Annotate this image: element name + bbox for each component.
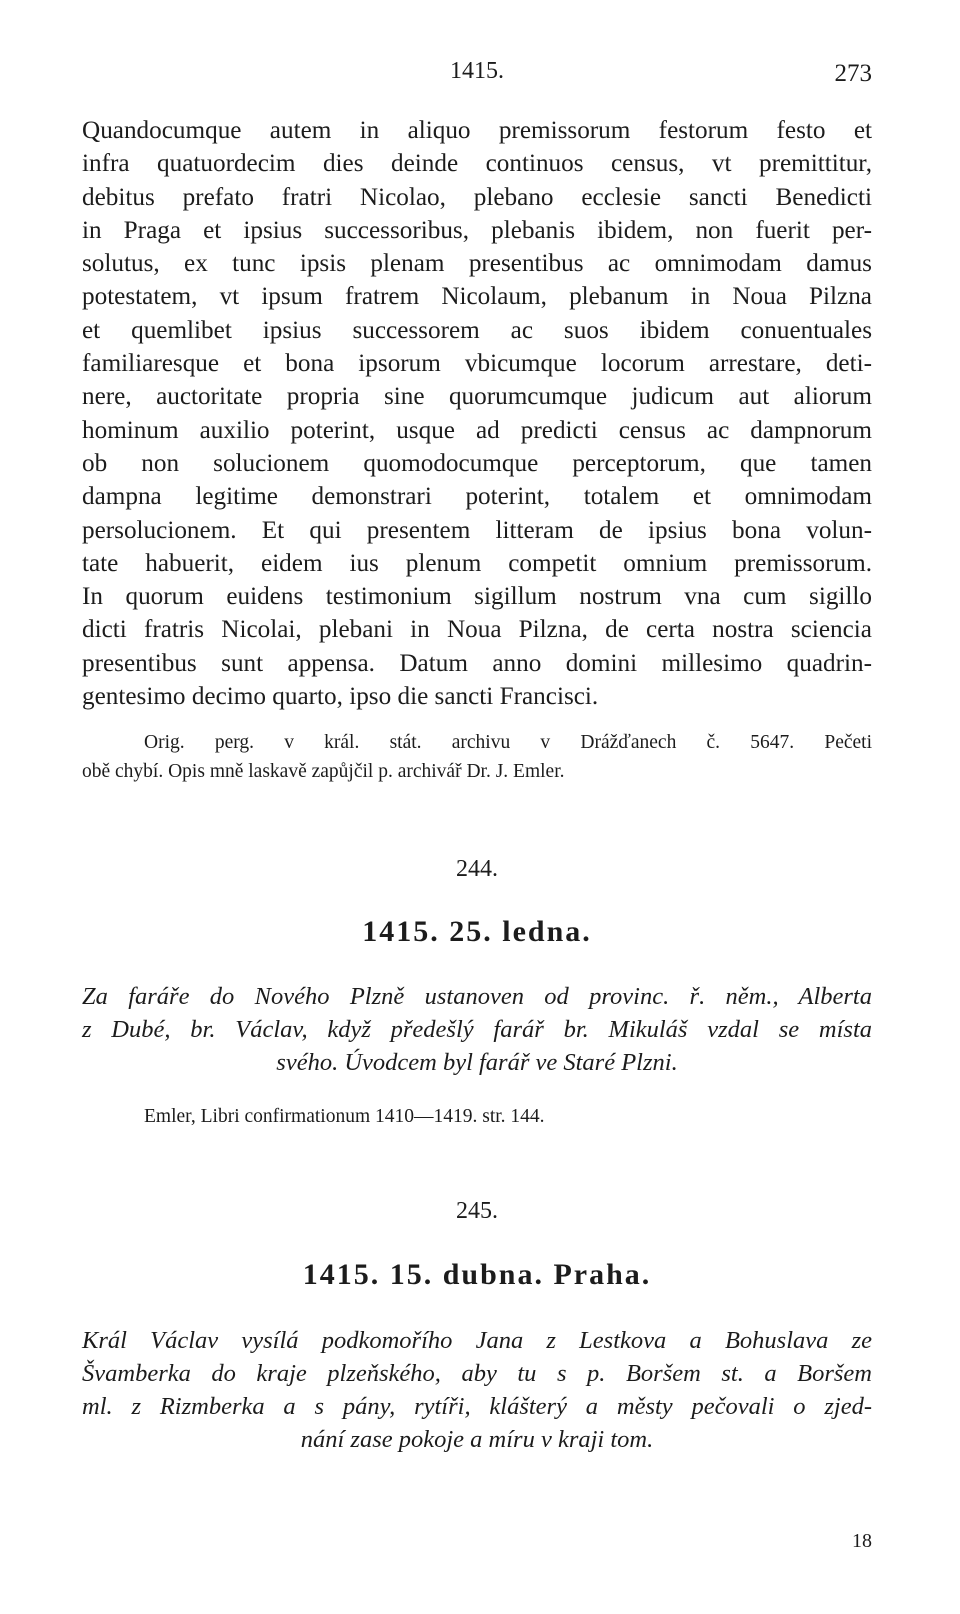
- summary-line: Za faráře do Nového Plzně ustanoven od provinc. ř. něm., Alberta: [82, 983, 872, 1010]
- entry-source-244: Emler, Libri confirmationum 1410—1419. str. 144.: [144, 1106, 545, 1127]
- summary-line: z Dubé, br. Václav, když předešlý farář br. Mikuláš vzdal se místa: [82, 1016, 872, 1043]
- text-line: presentibus sunt appensa. Datum anno domini millesimo quadrin-: [82, 649, 872, 677]
- text-line: persolucionem. Et qui presentem litteram de ipsius bona volun-: [82, 516, 872, 544]
- entry-number-244: 244.: [456, 856, 498, 882]
- text-line: Quandocumque autem in aliquo premissorum festorum festo et: [82, 117, 872, 144]
- archive-note: [82, 728, 872, 786]
- summary-line: Švamberka do kraje plzeňského, aby tu s p. Boršem st. a Boršem: [82, 1360, 872, 1387]
- latin-charter-text: [82, 114, 872, 713]
- page-number: 273: [834, 60, 872, 87]
- running-head-year: 1415.: [450, 58, 504, 84]
- text-line: ob non solucionem quomodocumque perceptorum, que tamen: [82, 449, 872, 477]
- text-line: debitus prefato fratri Nicolao, plebano ecclesie sancti Benedicti: [82, 183, 872, 211]
- text-line: dampna legitime demonstrari poterint, totalem et omnimodam: [82, 483, 872, 511]
- text-line: hominum auxilio poterint, usque ad predicti census ac dampnorum: [82, 416, 872, 444]
- entry-summary-245: [82, 1324, 872, 1456]
- text-line: In quorum euidens testimonium sigillum nostrum vna cum sigillo: [82, 583, 872, 611]
- note-line: Orig. perg. v král. stát. archivu v Drážďanech č. 5647. Pečeti: [144, 732, 872, 753]
- entry-summary-244: [82, 980, 872, 1079]
- summary-line: svého. Úvodcem byl farář ve Staré Plzni.: [276, 1049, 678, 1076]
- entry-date-244: 1415. 25. ledna.: [362, 915, 592, 948]
- summary-line: Král Václav vysílá podkomořího Jana z Lestkova a Bohuslava ze: [82, 1327, 872, 1354]
- text-line: tate habuerit, eidem ius plenum competit omnium premissorum.: [82, 549, 872, 577]
- text-line: in Praga et ipsius successoribus, plebanis ibidem, non fuerit per-: [82, 216, 872, 244]
- text-line: infra quatuordecim dies deinde continuos census, vt premittitur,: [82, 150, 872, 178]
- note-line: obě chybí. Opis mně laskavě zapůjčil p. archivář Dr. J. Emler.: [82, 761, 565, 782]
- text-line: potestatem, vt ipsum fratrem Nicolaum, plebanum in Noua Pilzna: [82, 283, 872, 311]
- summary-line: ml. z Rizmberka a s pány, rytíři, klášterý a městy pečovali o zjed-: [82, 1393, 872, 1420]
- text-line: et quemlibet ipsius successorem ac suos ibidem conuentuales: [82, 316, 872, 344]
- text-line: dicti fratris Nicolai, plebani in Noua Pilzna, de certa nostra sciencia: [82, 616, 872, 644]
- entry-date-245: 1415. 15. dubna. Praha.: [302, 1258, 652, 1291]
- text-line: nere, auctoritate propria sine quorumcumque judicum aut aliorum: [82, 383, 872, 411]
- text-line: gentesimo decimo quarto, ipso die sancti Francisci.: [82, 683, 599, 711]
- text-line: solutus, ex tunc ipsis plenam presentibus ac omnimodam damus: [82, 250, 872, 278]
- summary-line: nání zase pokoje a míru v kraji tom.: [300, 1426, 654, 1453]
- running-head: [82, 52, 872, 92]
- text-line: familiaresque et bona ipsorum vbicumque locorum arrestare, deti-: [82, 350, 872, 378]
- signature-mark: 18: [852, 1530, 872, 1552]
- entry-number-245: 245.: [456, 1198, 498, 1224]
